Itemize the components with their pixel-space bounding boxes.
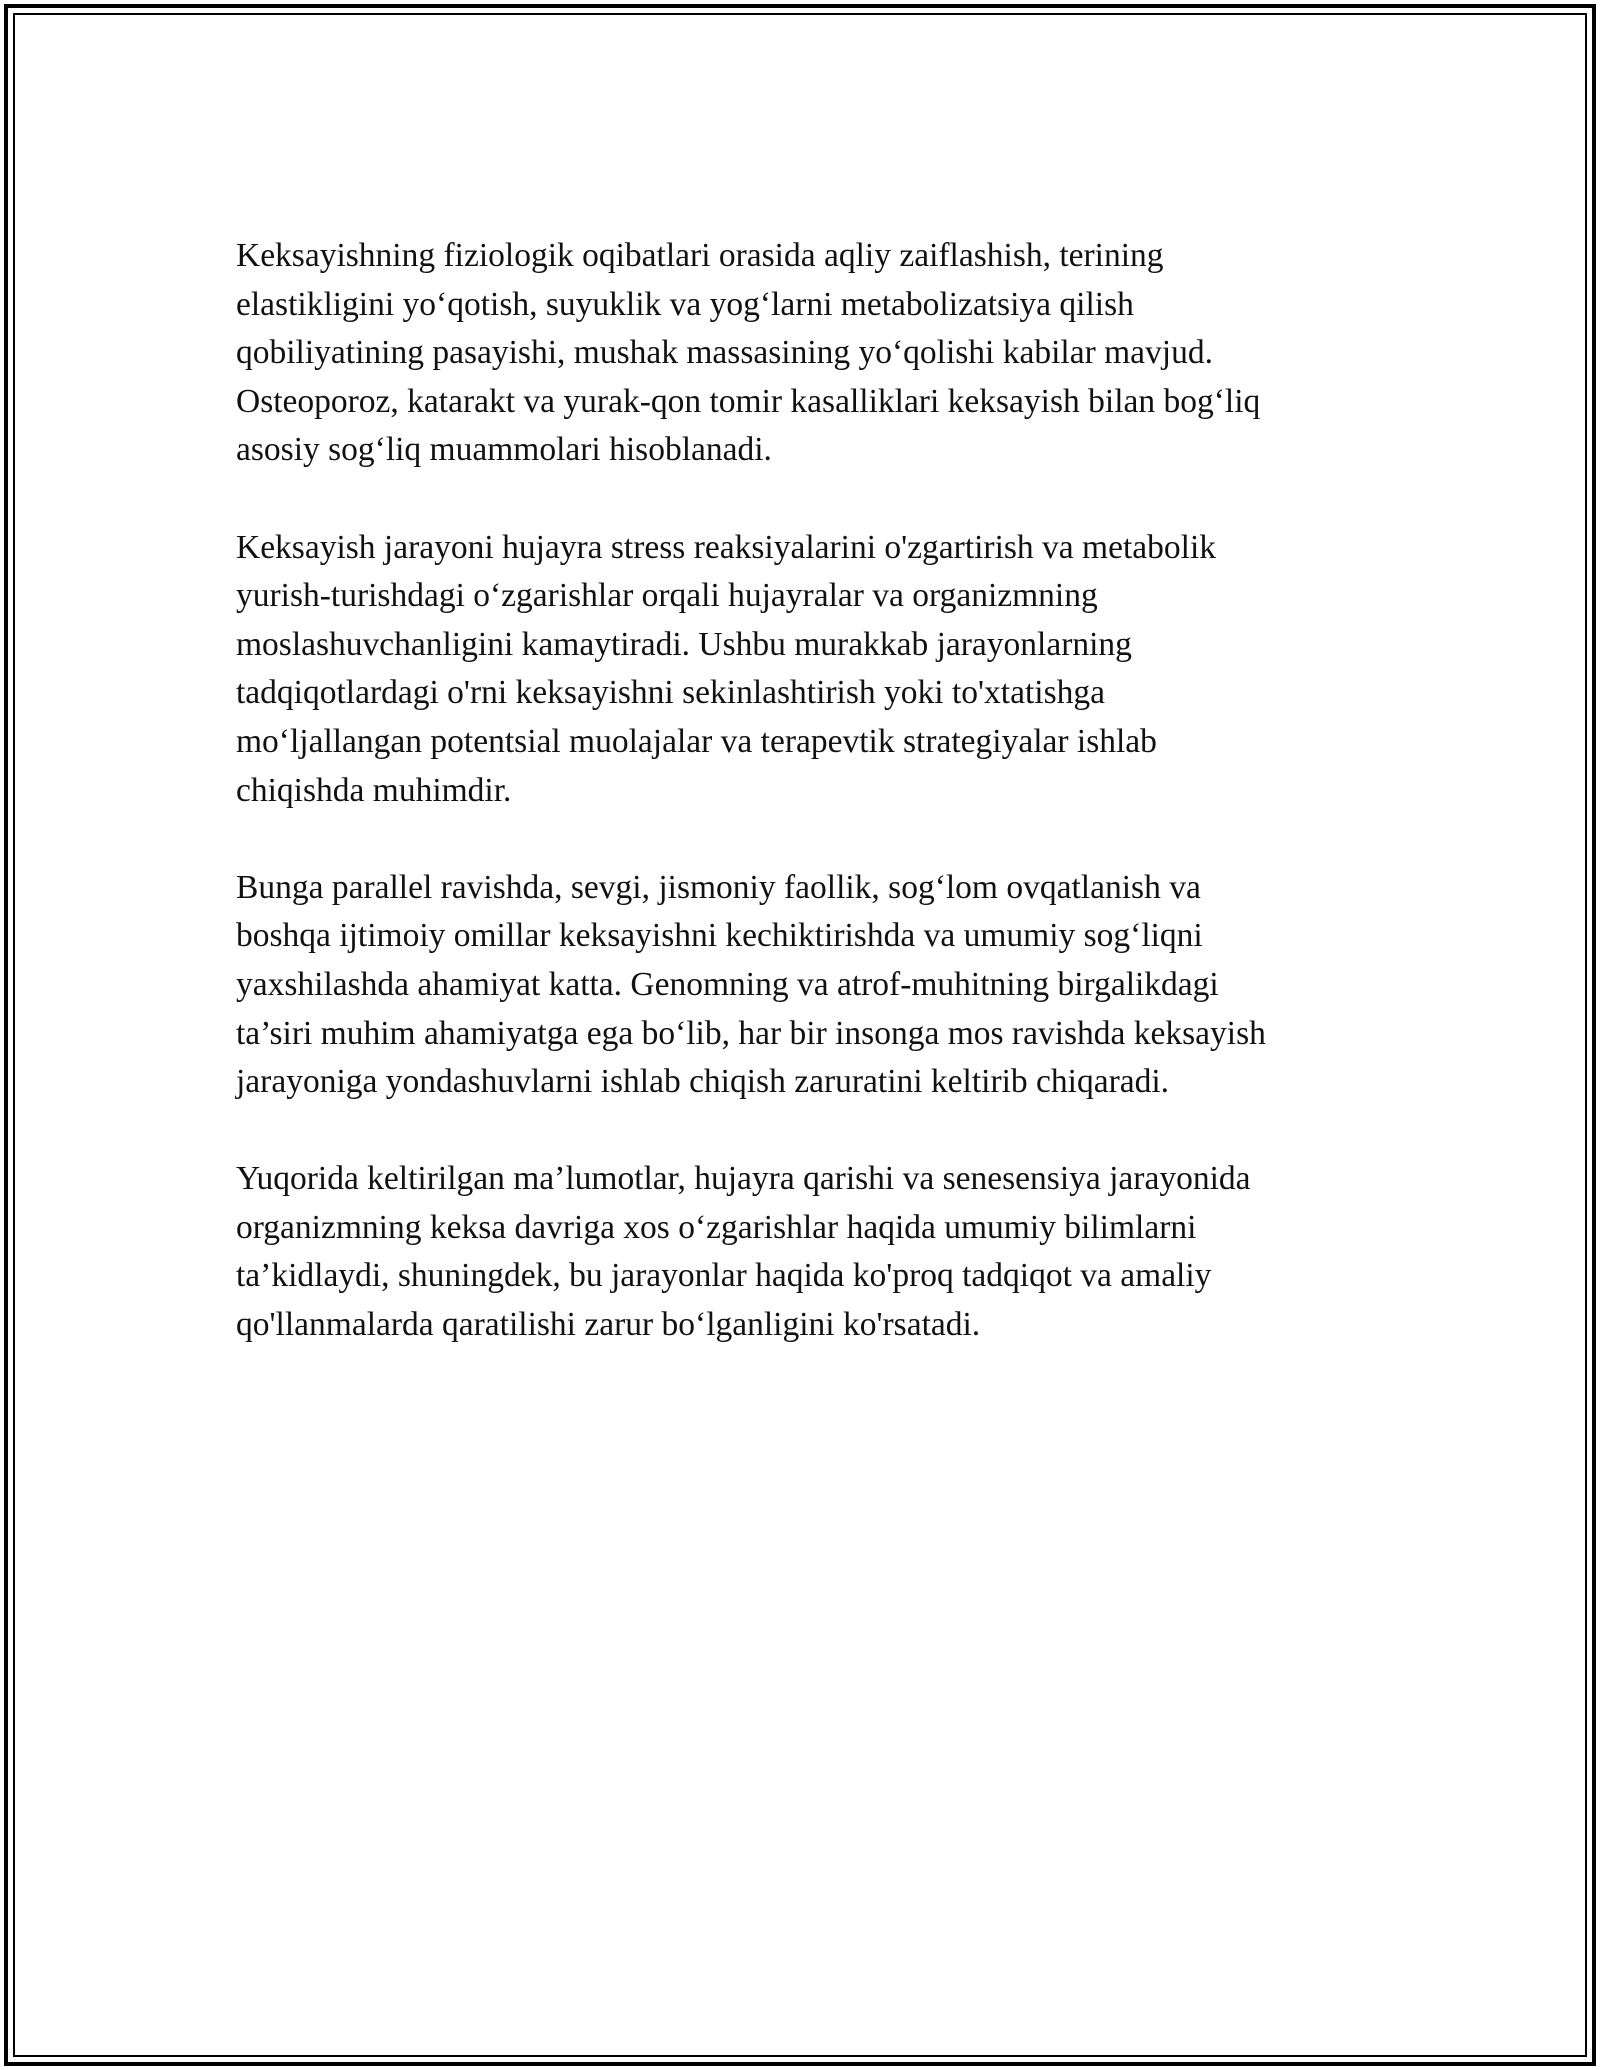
document-body	[236, 232, 1386, 1398]
text-line: yurish-turishdagi o‘zgarishlar orqali hujayralar va organizmning	[236, 577, 1098, 615]
paragraph-2	[236, 524, 1386, 816]
text-line: Keksayishning fiziologik oqibatlari orasida aqliy zaiflashish, terining	[236, 237, 1164, 274]
text-line: Osteoporoz, katarakt va yurak-qon tomir kasalliklari keksayish bilan bog‘liq	[236, 382, 1261, 420]
paragraph-3	[236, 864, 1386, 1107]
paragraph-1	[236, 232, 1386, 475]
text-line: mo‘ljallangan potentsial muolajalar va terapevtik strategiyalar ishlab	[236, 722, 1157, 760]
text-line: qo'llanmalarda qaratilishi zarur bo‘lganligini ko'rsatadi.	[236, 1306, 981, 1344]
text-line: tadqiqotlardagi o'rni keksayishni sekinlashtirish yoki to'xtatishga	[236, 674, 1105, 712]
text-line: moslashuvchanligini kamaytiradi. Ushbu murakkab jarayonlarning	[236, 625, 1132, 663]
text-line: chiqishda muhimdir.	[236, 771, 512, 809]
text-line: organizmning keksa davriga xos o‘zgarishlar haqida umumiy bilimlarni	[236, 1208, 1197, 1246]
text-line: ta’siri muhim ahamiyatga ega bo‘lib, har bir insonga mos ravishda keksayish	[236, 1014, 1266, 1052]
text-line: yaxshilashda ahamiyat katta. Genomning va atrof-muhitning birgalikdagi	[236, 965, 1219, 1003]
text-line: qobiliyatining pasayishi, mushak massasining yo‘qolishi kabilar mavjud.	[236, 334, 1213, 372]
text-line: Keksayish jarayoni hujayra stress reaksiyalarini o'zgartirish va metabolik	[236, 528, 1217, 566]
text-line: jarayoniga yondashuvlarni ishlab chiqish zaruratini keltirib chiqaradi.	[236, 1063, 1170, 1101]
text-line: elastikligini yo‘qotish, suyuklik va yog‘larni metabolizatsiya qilish	[236, 285, 1134, 323]
text-line: boshqa ijtimoiy omillar keksayishni kechiktirishda va umumiy sog‘liqni	[236, 917, 1203, 955]
text-line: Yuqorida keltirilgan ma’lumotlar, hujayra qarishi va senesensiya jarayonida	[236, 1160, 1251, 1198]
text-line: ta’kidlaydi, shuningdek, bu jarayonlar haqida ko'proq tadqiqot va amaliy	[236, 1257, 1212, 1295]
paragraph-4	[236, 1155, 1386, 1349]
text-line: Bunga parallel ravishda, sevgi, jismoniy faollik, sog‘lom ovqatlanish va	[236, 868, 1201, 906]
text-line: asosiy sog‘liq muammolari hisoblanadi.	[236, 431, 772, 469]
